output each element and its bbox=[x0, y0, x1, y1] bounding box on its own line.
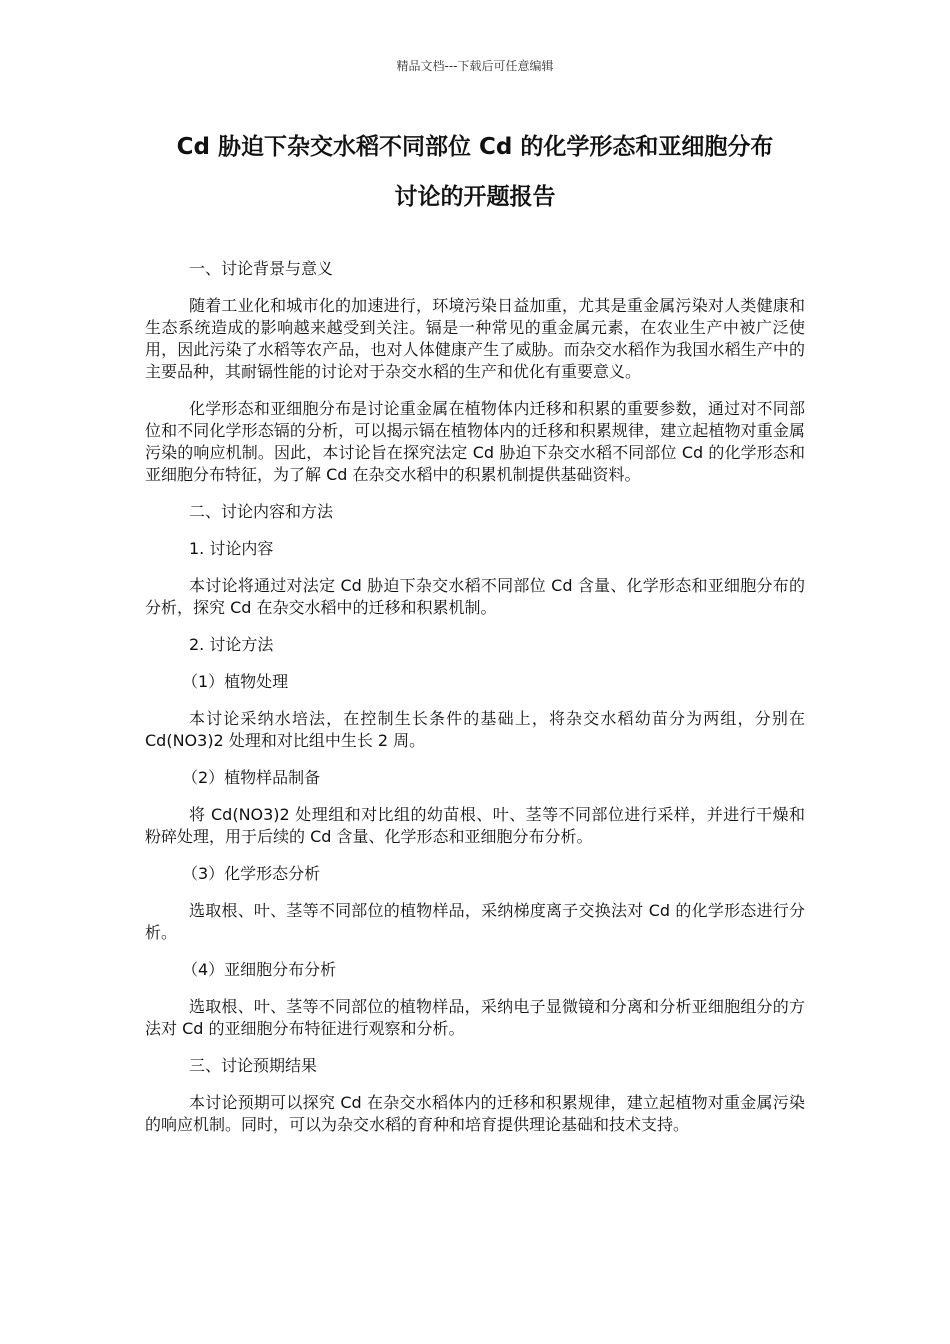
method-text-chemical-form: 选取根、叶、茎等不同部位的植物样品，采纳梯度离子交换法对 Cd 的化学形态进行分析。 bbox=[145, 901, 805, 942]
paragraph-content: 本讨论将通过对法定 Cd 胁迫下杂交水稻不同部位 Cd 含量、化学形态和亚细胞分布的分析，探究 Cd 在杂交水稻中的迁移和积累机制。 bbox=[145, 576, 805, 617]
method-title-plant-treatment: （1）植物处理 bbox=[182, 672, 289, 691]
method-title-chemical-form: （3）化学形态分析 bbox=[182, 864, 321, 883]
subheading-content: 1. 讨论内容 bbox=[189, 539, 274, 558]
subheading-methods: 2. 讨论方法 bbox=[189, 635, 274, 654]
method-text-sample-preparation: 将 Cd(NO3)2 处理组和对比组的幼苗根、叶、茎等不同部位进行采样，并进行干燥和粉碎处理，用于后续的 Cd 含量、化学形态和亚细胞分布分析。 bbox=[145, 805, 805, 846]
section-heading-expected-results: 三、讨论预期结果 bbox=[189, 1056, 318, 1075]
method-text-subcellular: 选取根、叶、茎等不同部位的植物样品，采纳电子显微镜和分离和分析亚细胞组分的方法对 Cd 的亚细胞分布特征进行观察和分析。 bbox=[145, 997, 805, 1038]
page-header: 精品文档---下载后可任意编辑 bbox=[396, 59, 554, 73]
title-line-2: 讨论的开题报告 bbox=[394, 184, 556, 210]
paragraph-background-2: 化学形态和亚细胞分布是讨论重金属在植物体内迁移和积累的重要参数，通过对不同部位和不同化学形态镉的分析，可以揭示镉在植物体内的迁移和积累规律，建立起植物对重金属污染的响应机制。因此，本讨论旨在探究法定 Cd 胁迫下杂交水稻不同部位 Cd 的化学形态和亚细胞分布特征，为了解 Cd 在杂交水稻中的积累机制提供基础资料。 bbox=[145, 399, 805, 484]
section-heading-background: 一、讨论背景与意义 bbox=[189, 259, 334, 278]
paragraph-background-1: 随着工业化和城市化的加速进行，环境污染日益加重，尤其是重金属污染对人类健康和生态系统造成的影响越来越受到关注。镉是一种常见的重金属元素，在农业生产中被广泛使用，因此污染了水稻等农产品，也对人体健康产生了威胁。而杂交水稻作为我国水稻生产中的主要品种，其耐镉性能的讨论对于杂交水稻的生产和优化有重要意义。 bbox=[145, 296, 805, 381]
section-heading-methods: 二、讨论内容和方法 bbox=[189, 502, 334, 521]
method-title-sample-preparation: （2）植物样品制备 bbox=[182, 768, 321, 787]
paragraph-expected-results: 本讨论预期可以探究 Cd 在杂交水稻体内的迁移和积累规律，建立起植物对重金属污染的响应机制。同时，可以为杂交水稻的育种和培育提供理论基础和技术支持。 bbox=[145, 1093, 805, 1134]
document-title bbox=[120, 132, 830, 212]
title-line-1: Cd 胁迫下杂交水稻不同部位 Cd 的化学形态和亚细胞分布 bbox=[176, 134, 774, 160]
document-body bbox=[145, 258, 805, 1151]
method-text-plant-treatment: 本讨论采纳水培法，在控制生长条件的基础上，将杂交水稻幼苗分为两组，分别在 Cd(NO3)2 处理和对比组中生长 2 周。 bbox=[145, 709, 805, 750]
method-title-subcellular: （4）亚细胞分布分析 bbox=[182, 960, 337, 979]
